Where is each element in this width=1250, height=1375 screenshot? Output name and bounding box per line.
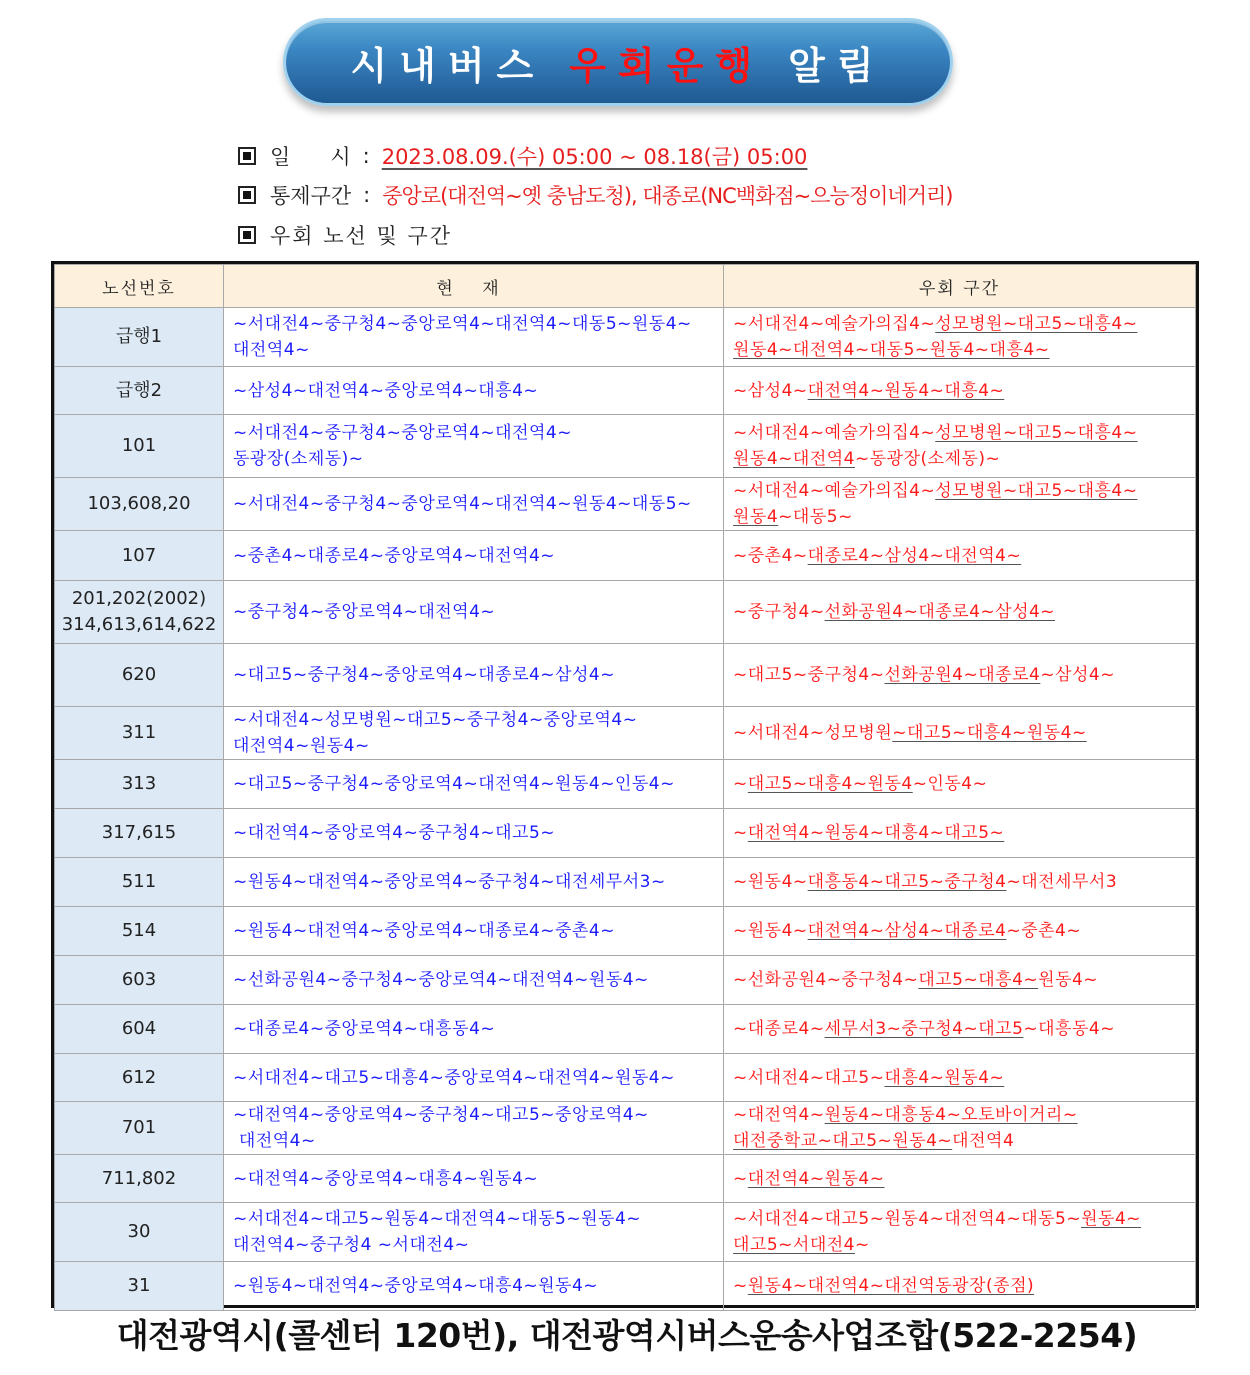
table-row [55, 531, 1196, 581]
route-number-cell [55, 956, 224, 1005]
detour-segment-changed: 대고5~대흥4~원동4 [747, 774, 913, 794]
detour-segment-changed: 대고5~서대전4 [733, 1235, 855, 1255]
current-route-line: ~삼성4~대전역4~중앙로역4~대흥4~ [233, 380, 539, 401]
route-number: 612 [121, 1066, 157, 1088]
detour-segment: ~서대전4~대고5~ [733, 1067, 885, 1088]
detour-route-line [733, 420, 1195, 446]
detour-route-cell [724, 581, 1196, 644]
info-control-section [238, 180, 952, 210]
current-route-cell [224, 581, 724, 644]
detour-segment: ~서대전4~성모병원 [733, 723, 893, 743]
info-label: 일 시 [270, 145, 351, 169]
route-number-cell [55, 1155, 224, 1203]
detour-segment: 대전역4 [952, 1131, 1015, 1151]
current-route-cell [224, 809, 724, 858]
current-route-cell [224, 1102, 724, 1155]
route-number: 31 [127, 1275, 151, 1296]
route-number: 101 [121, 435, 157, 456]
table-row [55, 1005, 1196, 1054]
route-number: 311 [121, 722, 157, 743]
header-current: 현 재 [224, 265, 724, 308]
detour-route-line [733, 311, 1195, 337]
detour-segment: ~서대전4~예술가의집4~ [733, 423, 936, 443]
current-route-line: ~서대전4~대고5~대흥4~중앙로역4~대전역4~원동4~ [233, 1067, 675, 1088]
route-number-cell [55, 1102, 224, 1155]
route-number: 급행1 [115, 326, 163, 347]
detour-segment: ~서대전4~예술가의집4~ [733, 481, 936, 501]
current-route-line: ~원동4~대전역4~중앙로역4~중구청4~대전세무서3~ [233, 872, 666, 892]
detour-segment: ~서대전4~예술가의집4~ [733, 314, 936, 334]
detour-route-line [733, 720, 1195, 746]
detour-route-line [733, 504, 1195, 530]
route-number-cell [55, 531, 224, 581]
current-route-line: 대전역4~원동4~ [233, 736, 370, 756]
detour-segment: ~대전세무서3 [1006, 872, 1118, 892]
route-number-cell [55, 478, 224, 531]
current-route-cell [224, 415, 724, 478]
table-row [55, 809, 1196, 858]
route-number-cell [55, 1054, 224, 1102]
route-number: 30 [127, 1221, 151, 1242]
detour-segment: ~대종로4~ [733, 1019, 825, 1039]
detour-route-line [733, 967, 1195, 993]
detour-segment-changed: 성모병원~대고5~대흥4~ [935, 314, 1138, 334]
detour-segment-changed: 선화공원4~대종로4 [884, 665, 1041, 685]
detour-segment: ~선화공원4~중구청4~ [733, 970, 919, 990]
info-value: 2023.08.09.(수) 05:00 ~ 08.18(금) 05:00 [381, 145, 808, 169]
detour-segment-changed: 세무서3~중구청4~대고5 [824, 1019, 1024, 1039]
detour-segment: ~삼성4~ [733, 380, 808, 401]
detour-segment-changed: 원동4 [733, 507, 779, 527]
current-route-cell [224, 760, 724, 809]
detour-route-line [733, 1273, 1195, 1299]
current-route-line: ~대고5~중구청4~중앙로역4~대전역4~원동4~인동4~ [233, 774, 675, 794]
detour-route-cell [724, 1155, 1196, 1203]
detour-segment: ~중구청4~ [733, 602, 825, 622]
route-number: 604 [121, 1018, 157, 1039]
detour-table [51, 261, 1199, 1308]
detour-segment-changed: 원동4~대전역4~대전역동광장(종점) [747, 1276, 1035, 1296]
detour-segment: ~동광장(소제동)~ [855, 449, 1001, 469]
detour-route-cell [724, 478, 1196, 531]
table-row [55, 581, 1196, 644]
current-route-line: ~중구청4~중앙로역4~대전역4~ [233, 602, 496, 622]
detour-route-line [733, 1166, 1195, 1192]
route-number-cell [55, 707, 224, 760]
detour-route-line [733, 478, 1195, 504]
detour-route-line [733, 662, 1195, 688]
route-number-cell [55, 308, 224, 367]
table-row [55, 478, 1196, 531]
current-route-cell [224, 644, 724, 707]
route-number: 314,613,614,622 [61, 614, 217, 635]
table-row [55, 907, 1196, 956]
current-route-line: 대전역4~ [233, 1131, 316, 1151]
contact-footer: 대전광역시(콜센터 120번), 대전광역시버스운송사업조합(522-2254) [116, 1316, 1138, 1355]
route-number-cell [55, 581, 224, 644]
detour-route-cell [724, 760, 1196, 809]
current-route-line: ~서대전4~성모병원~대고5~중구청4~중앙로역4~ [233, 710, 638, 730]
detour-segment-changed: 원동4~대전역4 [733, 449, 855, 469]
current-route-cell [224, 478, 724, 531]
square-bullet-icon [238, 147, 256, 165]
detour-segment: ~삼성4~ [1040, 665, 1115, 685]
current-route-line: ~서대전4~중구청4~중앙로역4~대전역4~원동4~대동5~ [233, 494, 692, 514]
route-number-cell [55, 1203, 224, 1262]
detour-route-line [733, 771, 1195, 797]
detour-segment-changed: 대흥4~원동4~ [884, 1067, 1005, 1088]
current-route-cell [224, 1262, 724, 1311]
route-number: 201,202(2002) [71, 588, 207, 609]
detour-segment: 원동4~ [1038, 970, 1099, 990]
detour-segment-changed: 대전역4~원동4~대흥4~대고5~ [747, 823, 1005, 843]
route-number: 313 [121, 773, 157, 794]
info-schedule [238, 141, 807, 171]
route-number-cell [55, 1005, 224, 1054]
current-route-line: ~대전역4~중앙로역4~중구청4~대고5~ [233, 823, 556, 843]
current-route-line: ~서대전4~중구청4~중앙로역4~대전역4~대동5~원동4~ [233, 314, 692, 334]
route-number-cell [55, 858, 224, 907]
current-route-line: ~선화공원4~중구청4~중앙로역4~대전역4~원동4~ [233, 970, 649, 990]
detour-route-cell [724, 1102, 1196, 1155]
banner-title-highlight: 우회운행 [569, 43, 765, 88]
banner-title-part3: 알림 [788, 43, 886, 88]
route-number-cell [55, 760, 224, 809]
table-header-row [55, 265, 1196, 308]
route-number: 514 [121, 920, 157, 941]
detour-segment-changed: 대전역4~원동4~ [747, 1168, 885, 1189]
current-route-cell [224, 367, 724, 415]
detour-route-cell [724, 308, 1196, 367]
route-number: 701 [121, 1117, 157, 1138]
title-banner [283, 18, 953, 106]
detour-segment: ~인동4~ [912, 774, 988, 794]
detour-route-cell [724, 1203, 1196, 1262]
detour-segment-changed: 원동4~ [1081, 1209, 1142, 1229]
detour-segment-changed: 선화공원4~대종로4~삼성4~ [824, 602, 1056, 622]
detour-route-cell [724, 907, 1196, 956]
detour-route-line [733, 337, 1195, 363]
header-detour: 우회 구간 [724, 265, 1196, 308]
route-number-cell [55, 644, 224, 707]
current-route-cell [224, 1155, 724, 1203]
current-route-line: ~중촌4~대종로4~중앙로역4~대전역4~ [233, 545, 556, 566]
detour-segment: ~중촌4~ [1006, 921, 1082, 941]
table-row [55, 644, 1196, 707]
table-row [55, 760, 1196, 809]
detour-route-cell [724, 956, 1196, 1005]
detour-route-line [733, 599, 1195, 625]
detour-route-line [733, 1206, 1195, 1232]
detour-segment: ~ [733, 823, 748, 843]
detour-segment-changed: 대전역4~원동4~대흥4~ [807, 380, 1005, 401]
table-row [55, 1262, 1196, 1311]
detour-segment-changed: 원동4~대흥동4~오토바이거리~ [824, 1105, 1078, 1125]
detour-route-cell [724, 415, 1196, 478]
detour-segment: ~원동4~ [733, 921, 808, 941]
current-route-cell [224, 907, 724, 956]
current-route-line: ~대전역4~중앙로역4~대흥4~원동4~ [233, 1168, 539, 1189]
square-bullet-icon [238, 226, 256, 244]
route-number: 317,615 [101, 822, 177, 843]
route-number: 103,608,20 [87, 493, 191, 514]
detour-route-line [733, 869, 1195, 895]
detour-segment-changed: 원동4~대전역4~대동5~원동4~대흥4~ [733, 340, 1050, 360]
current-route-cell [224, 956, 724, 1005]
detour-route-cell [724, 644, 1196, 707]
info-value: 중앙로(대전역~옛 충남도청), 대종로(NC백화점~으능정이네거리) [382, 184, 953, 208]
route-number: 511 [121, 871, 157, 892]
current-route-cell [224, 707, 724, 760]
detour-segment-changed: 대전중학교~대고5~원동4~ [733, 1131, 953, 1151]
detour-segment-changed: 대흥동4~대고5~중구청4 [807, 872, 1007, 892]
current-route-cell [224, 531, 724, 581]
detour-route-line [733, 543, 1195, 569]
table-row [55, 858, 1196, 907]
square-bullet-icon [238, 186, 256, 204]
table-row [55, 1155, 1196, 1203]
table-row [55, 1054, 1196, 1102]
detour-route-line [733, 446, 1195, 472]
detour-route-line [733, 1065, 1195, 1091]
detour-segment: ~ [733, 1276, 748, 1296]
route-number: 620 [121, 664, 157, 685]
current-route-line: ~원동4~대전역4~중앙로역4~대흥4~원동4~ [233, 1276, 599, 1296]
detour-route-cell [724, 858, 1196, 907]
info-label: 통제구간 [270, 184, 352, 208]
detour-route-cell [724, 1262, 1196, 1311]
table-row [55, 308, 1196, 367]
detour-route-cell [724, 809, 1196, 858]
detour-segment: ~대동5~ [778, 507, 853, 527]
route-number: 711,802 [101, 1167, 177, 1189]
detour-segment-changed: 성모병원~대고5~대흥4~ [935, 481, 1138, 501]
colon: : [363, 183, 371, 207]
table-row [55, 415, 1196, 478]
route-number-cell [55, 367, 224, 415]
current-route-cell [224, 1005, 724, 1054]
colon: : [362, 144, 370, 168]
detour-segment: ~ [733, 1168, 748, 1189]
current-route-line: 동광장(소제동)~ [233, 449, 364, 469]
current-route-line: ~대고5~중구청4~중앙로역4~대종로4~삼성4~ [233, 665, 615, 685]
detour-segment: ~대흥동4~ [1023, 1019, 1115, 1039]
header-route-number: 노선번호 [55, 265, 224, 308]
table-row [55, 1102, 1196, 1155]
detour-segment: ~대고5~중구청4~ [733, 665, 885, 685]
detour-route-cell [724, 1005, 1196, 1054]
detour-route-line [733, 378, 1195, 404]
current-route-cell [224, 858, 724, 907]
info-detour-heading [238, 220, 452, 250]
detour-route-line [733, 918, 1195, 944]
detour-segment-changed: 대고5~대흥4~ [918, 970, 1039, 990]
detour-route-line [733, 1128, 1195, 1154]
banner-title [350, 35, 885, 90]
detour-route-line [733, 1016, 1195, 1042]
detour-segment-changed: ~대고5~대흥4~원동4~ [892, 723, 1087, 743]
current-route-line: ~서대전4~대고5~원동4~대전역4~대동5~원동4~ [233, 1209, 642, 1229]
current-route-cell [224, 308, 724, 367]
current-route-line: ~원동4~대전역4~중앙로역4~대종로4~중촌4~ [233, 921, 615, 941]
current-route-line: ~대종로4~중앙로역4~대흥동4~ [233, 1019, 496, 1039]
current-route-line: 대전역4~ [233, 340, 310, 360]
info-label: 우회 노선 및 구간 [270, 224, 453, 248]
detour-route-cell [724, 531, 1196, 581]
detour-route-cell [724, 1054, 1196, 1102]
current-route-line: ~대전역4~중앙로역4~중구청4~대고5~중앙로역4~ [233, 1105, 649, 1125]
banner-title-part1: 시내버스 [350, 43, 546, 88]
current-route-cell [224, 1054, 724, 1102]
table-row [55, 707, 1196, 760]
detour-segment: ~대전역4~ [733, 1105, 825, 1125]
detour-segment-changed: 대종로4~삼성4~대전역4~ [807, 545, 1022, 566]
route-number-cell [55, 1262, 224, 1311]
detour-route-line [733, 1102, 1195, 1128]
detour-segment-changed: 성모병원~대고5~대흥4~ [935, 423, 1138, 443]
detour-route-line [733, 1232, 1195, 1258]
route-number: 603 [121, 969, 157, 990]
detour-route-line [733, 820, 1195, 846]
route-number: 급행2 [115, 379, 163, 401]
detour-segment: ~원동4~ [733, 872, 808, 892]
table-row [55, 1203, 1196, 1262]
table-body [55, 308, 1196, 1311]
current-route-line: 대전역4~중구청4 ~서대전4~ [233, 1235, 470, 1255]
detour-route-cell [724, 367, 1196, 415]
current-route-cell [224, 1203, 724, 1262]
detour-segment: ~ [733, 774, 748, 794]
detour-segment: ~서대전4~대고5~원동4~대전역4~대동5~ [733, 1209, 1082, 1229]
route-number: 107 [121, 544, 157, 566]
table-row [55, 367, 1196, 415]
detour-route-cell [724, 707, 1196, 760]
detour-segment: ~중촌4~ [733, 545, 808, 566]
current-route-line: ~서대전4~중구청4~중앙로역4~대전역4~ [233, 423, 572, 443]
detour-segment-changed: 대전역4~삼성4~대종로4 [807, 921, 1007, 941]
route-number-cell [55, 809, 224, 858]
route-number-cell [55, 907, 224, 956]
route-number-cell [55, 415, 224, 478]
detour-segment: ~ [855, 1235, 870, 1255]
table-row [55, 956, 1196, 1005]
